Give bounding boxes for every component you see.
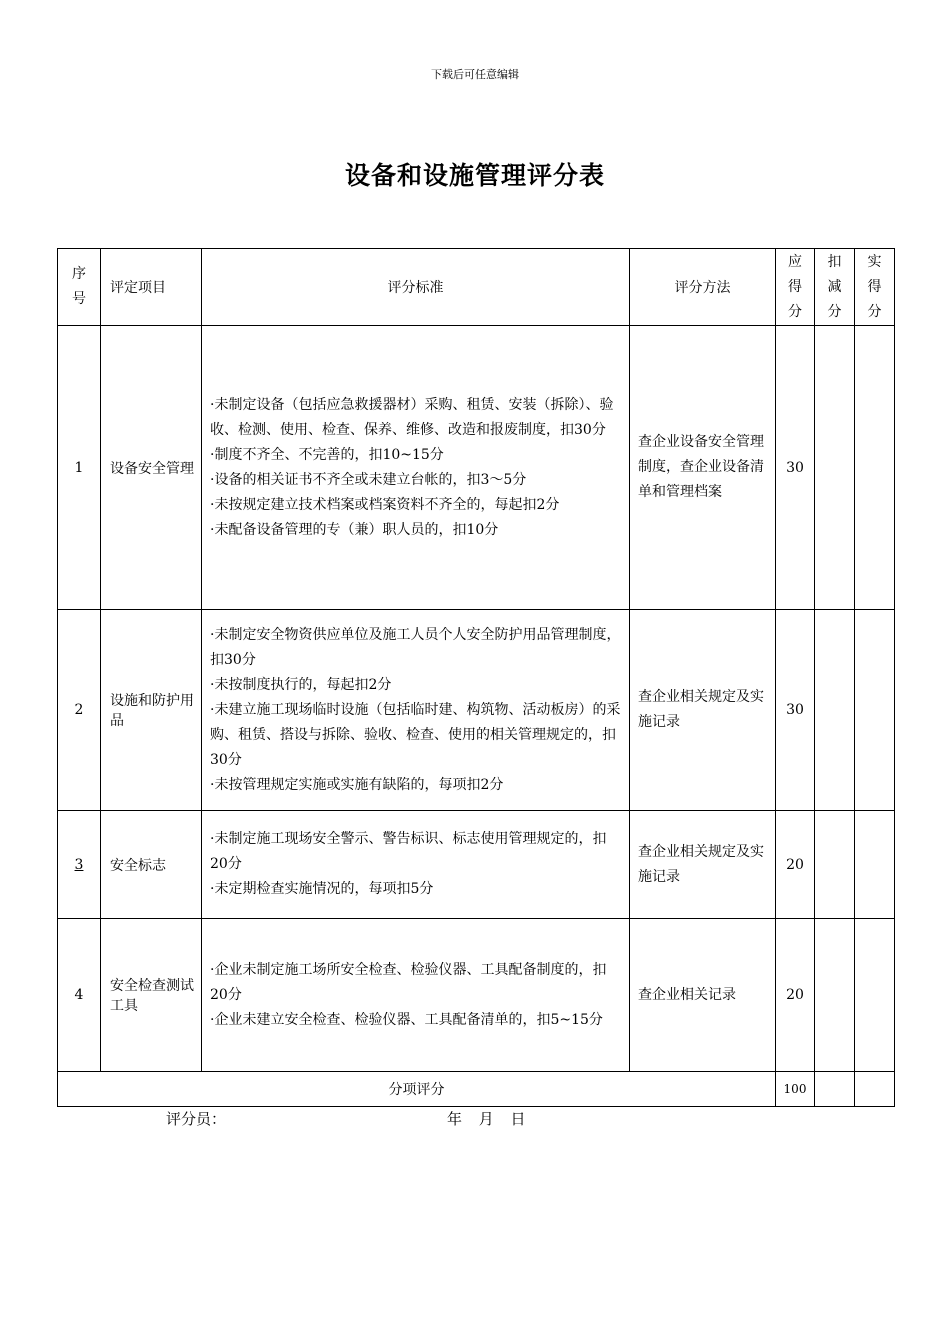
criteria-line: ·未建立施工现场临时设施（包括临时建、构筑物、活动板房）的采购、租赁、搭设与拆除、验收、检查、使用的相关管理规定的，扣30分 bbox=[210, 701, 621, 768]
row-item: 设施和防护用品 bbox=[101, 610, 202, 811]
score-table bbox=[57, 248, 895, 1107]
row-deduct-score[interactable] bbox=[815, 811, 855, 919]
table-row bbox=[58, 811, 895, 919]
row-deduct-score[interactable] bbox=[815, 919, 855, 1072]
row-due-score: 20 bbox=[776, 919, 815, 1072]
row-item: 设备安全管理 bbox=[101, 326, 202, 610]
header-criteria: 评分标准 bbox=[202, 249, 630, 326]
criteria-line: ·未按规定建立技术档案或档案资料不齐全的，每起扣2分 bbox=[210, 496, 560, 513]
header-method: 评分方法 bbox=[630, 249, 776, 326]
criteria-line: ·企业未制定施工场所安全检查、检验仪器、工具配备制度的，扣20分 bbox=[210, 961, 607, 1003]
table-row bbox=[58, 919, 895, 1072]
summary-row bbox=[58, 1072, 895, 1107]
criteria-line: ·未制定设备（包括应急救援器材）采购、租赁、安装（拆除）、验收、检测、使用、检查、保养、维修、改造和报废制度，扣30分 bbox=[210, 396, 614, 438]
row-criteria bbox=[202, 919, 630, 1072]
criteria-line: ·未按制度执行的，每起扣2分 bbox=[210, 676, 392, 693]
header-actual: 实 得 分 bbox=[855, 249, 895, 326]
row-criteria bbox=[202, 811, 630, 919]
row-criteria bbox=[202, 326, 630, 610]
table-row bbox=[58, 610, 895, 811]
header-note: 下载后可任意编辑 bbox=[431, 68, 519, 81]
row-seq: 4 bbox=[58, 919, 101, 1072]
summary-actual-score[interactable] bbox=[855, 1072, 895, 1107]
criteria-line: ·未制定安全物资供应单位及施工人员个人安全防护用品管理制度，扣30分 bbox=[210, 626, 621, 668]
header-item: 评定项目 bbox=[101, 249, 202, 326]
header-row bbox=[58, 249, 895, 326]
summary-due-score: 100 bbox=[776, 1072, 815, 1107]
table-row bbox=[58, 326, 895, 610]
row-actual-score[interactable] bbox=[855, 919, 895, 1072]
row-method: 查企业相关规定及实施记录 bbox=[630, 811, 776, 919]
row-due-score: 30 bbox=[776, 610, 815, 811]
summary-deduct-score[interactable] bbox=[815, 1072, 855, 1107]
header-deduct: 扣 减 分 bbox=[815, 249, 855, 326]
criteria-line: ·未配备设备管理的专（兼）职人员的，扣10分 bbox=[210, 521, 499, 538]
criteria-line: ·未制定施工现场安全警示、警告标识、标志使用管理规定的，扣20分 bbox=[210, 831, 607, 872]
criteria-line: ·未定期检查实施情况的，每项扣5分 bbox=[210, 881, 434, 897]
row-seq: 1 bbox=[58, 326, 101, 610]
row-actual-score[interactable] bbox=[855, 811, 895, 919]
document-title: 设备和设施管理评分表 bbox=[344, 161, 605, 190]
row-criteria bbox=[202, 610, 630, 811]
criteria-line: ·制度不齐全、不完善的，扣10~15分 bbox=[210, 446, 444, 463]
row-due-score: 30 bbox=[776, 326, 815, 610]
row-seq: 2 bbox=[58, 610, 101, 811]
summary-label: 分项评分 bbox=[58, 1072, 776, 1107]
row-item: 安全检查测试工具 bbox=[101, 919, 202, 1072]
criteria-line: ·企业未建立安全检查、检验仪器、工具配备清单的，扣5~15分 bbox=[210, 1011, 603, 1028]
criteria-line: ·设备的相关证书不齐全或未建立台帐的，扣3～5分 bbox=[210, 471, 527, 488]
row-item: 安全标志 bbox=[101, 811, 202, 919]
row-method: 查企业相关记录 bbox=[630, 919, 776, 1072]
row-deduct-score[interactable] bbox=[815, 326, 855, 610]
header-due: 应 得 分 bbox=[776, 249, 815, 326]
row-method: 查企业设备安全管理制度，查企业设备清单和管理档案 bbox=[630, 326, 776, 610]
row-actual-score[interactable] bbox=[855, 610, 895, 811]
grader-label: 评分员： bbox=[166, 1110, 227, 1128]
row-method: 查企业相关规定及实施记录 bbox=[630, 610, 776, 811]
row-seq: 3 bbox=[58, 811, 101, 919]
header-seq: 序 号 bbox=[58, 249, 101, 326]
criteria-line: ·未按管理规定实施或实施有缺陷的，每项扣2分 bbox=[210, 776, 504, 793]
row-due-score: 20 bbox=[776, 811, 815, 919]
row-actual-score[interactable] bbox=[855, 326, 895, 610]
row-deduct-score[interactable] bbox=[815, 610, 855, 811]
date-label: 年 月 日 bbox=[447, 1110, 526, 1128]
